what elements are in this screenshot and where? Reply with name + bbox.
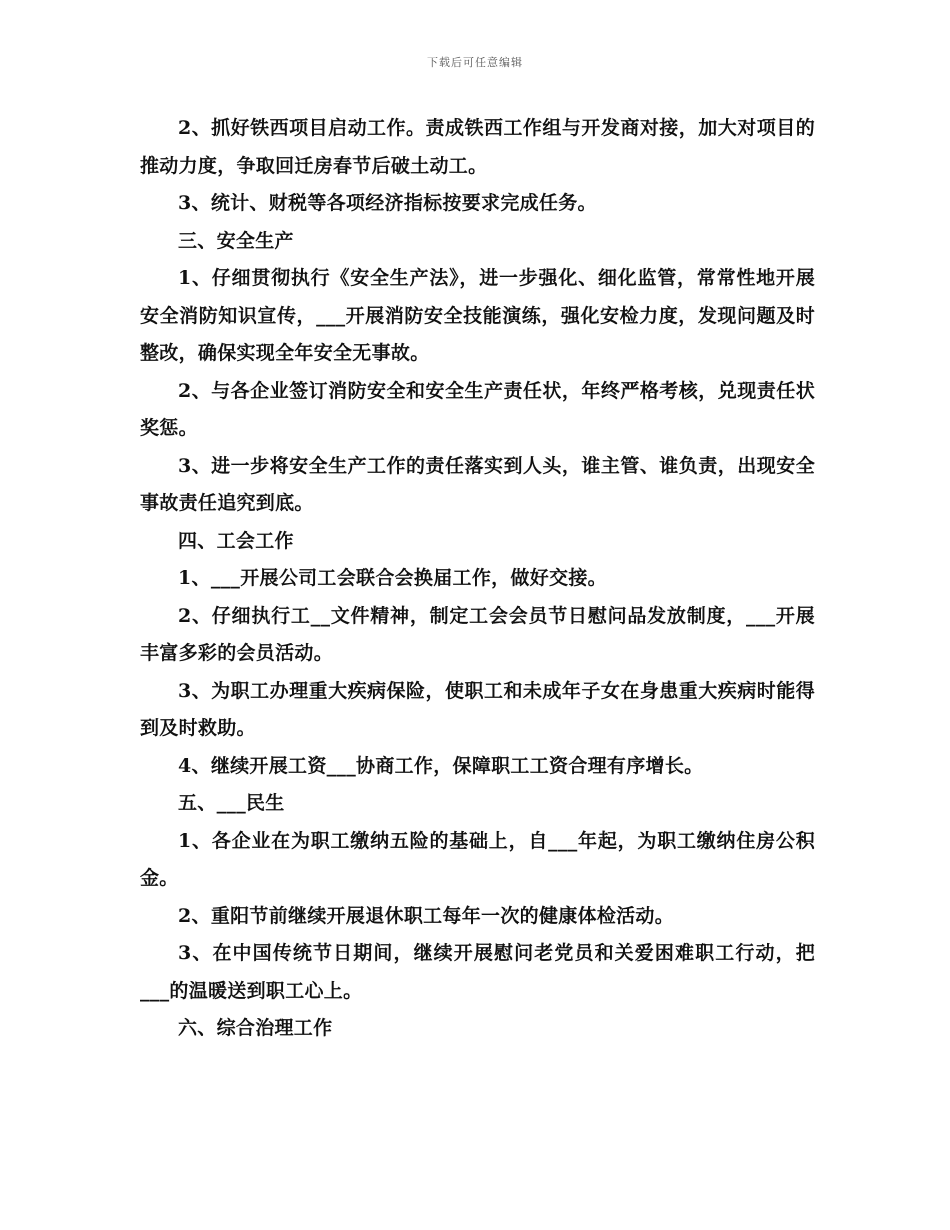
paragraph: 2、重阳节前继续开展退休职工每年一次的健康体检活动。 xyxy=(178,904,675,927)
paragraph: 2、与各企业签订消防安全和安全生产责任状，年终严格考核，兑现责任状奖惩。 xyxy=(140,379,815,439)
paragraph: 4、继续开展工资___协商工作，保障职工工资合理有序增长。 xyxy=(178,754,704,777)
paragraph: 2、仔细执行工__文件精神，制定工会会员节日慰问品发放制度，___开展丰富多彩的会员活动。 xyxy=(140,604,815,664)
section-heading: 四、工会工作 xyxy=(178,529,294,552)
section-heading: 六、综合治理工作 xyxy=(178,1017,333,1039)
paragraph: 1、各企业在为职工缴纳五险的基础上，自___年起，为职工缴纳住房公积金。 xyxy=(140,829,815,889)
paragraph: 1、___开展公司工会联合会换届工作，做好交接。 xyxy=(178,567,607,589)
paragraph: 3、统计、财税等各项经济指标按要求完成任务。 xyxy=(178,192,597,214)
paragraph: 3、为职工办理重大疾病保险，使职工和未成年子女在身患重大疾病时能得到及时救助。 xyxy=(140,679,815,739)
paragraph: 2、抓好铁西项目启动工作。责成铁西工作组与开发商对接，加大对项目的推动力度，争取回迁房春节后破土动工。 xyxy=(140,117,815,177)
section-heading: 三、安全生产 xyxy=(178,229,294,252)
page-header: 下载后可任意编辑 xyxy=(427,56,523,69)
section-heading: 五、___民生 xyxy=(178,792,285,814)
document-body xyxy=(140,110,815,1048)
paragraph: 3、进一步将安全生产工作的责任落实到人头，谁主管、谁负责，出现安全事故责任追究到底。 xyxy=(140,454,815,514)
paragraph: 3、在中国传统节日期间，继续开展慰问老党员和关爱困难职工行动，把___的温暖送到职工心上。 xyxy=(140,942,815,1002)
paragraph: 1、仔细贯彻执行《安全生产法》，进一步强化、细化监管，常常性地开展安全消防知识宣传，___开展消防安全技能演练，强化安检力度，发现问题及时整改，确保实现全年安全无事故。 xyxy=(140,267,815,364)
